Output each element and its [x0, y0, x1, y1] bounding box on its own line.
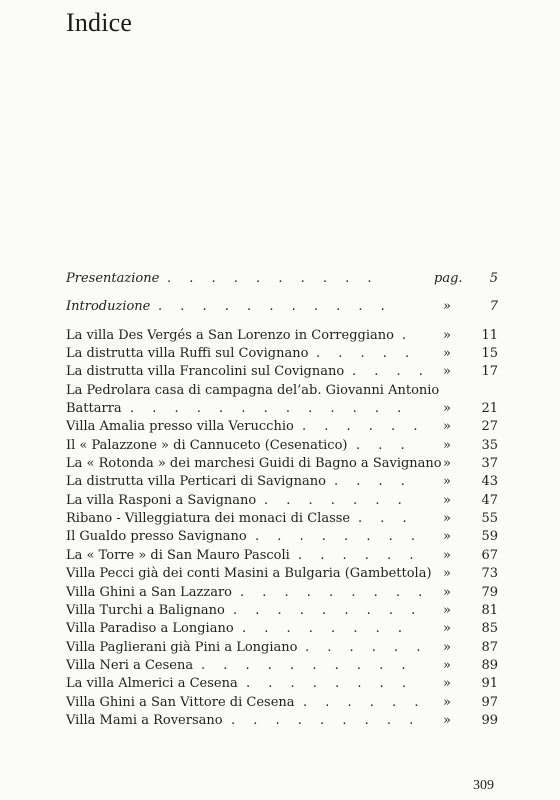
toc-entry [66, 363, 498, 381]
toc-page-number: 99 [481, 712, 498, 728]
toc-page-marker: » [443, 456, 451, 472]
toc-entry-title: Battarra [66, 401, 122, 417]
toc-entry [66, 418, 498, 436]
toc-entry [66, 565, 498, 583]
toc-page-number: 79 [481, 584, 498, 600]
toc-leader-dots: . . . . . . . . [246, 676, 413, 692]
toc-entry-title: La villa Rasponi a Savignano [66, 492, 257, 508]
toc-entry [66, 298, 498, 316]
toc-entry-title: Ribano - Villeggiatura dei monaci di Classe [66, 511, 351, 527]
toc-page-marker: » [443, 694, 451, 710]
toc-entry [66, 400, 498, 418]
toc-entry-title: Villa Paradiso a Longiano [66, 621, 234, 637]
toc-page-marker: » [443, 346, 451, 362]
toc-page-number: 59 [481, 529, 498, 545]
toc-leader-dots: . . . . . . [298, 547, 421, 563]
toc-entry [66, 602, 498, 620]
toc-leader-dots: . . . . [352, 364, 430, 380]
toc-leader-dots: . . . . . . . . . [231, 712, 421, 728]
toc-page-marker: » [443, 676, 451, 692]
toc-leader-dots: . . . . [334, 474, 412, 490]
toc-leader-dots: . . . . . . . . . . . . . [130, 401, 409, 417]
page-title: Indice [66, 8, 133, 37]
toc-entry-title: Villa Paglierani già Pini a Longiano [66, 639, 298, 655]
toc-page-number: 47 [481, 492, 498, 508]
toc-leader-dots: . . . [356, 437, 412, 453]
toc-entry [66, 473, 498, 491]
toc-entry [66, 547, 498, 565]
toc-page-marker: » [443, 657, 451, 673]
toc-entry [66, 639, 498, 657]
toc-page-number: 67 [481, 547, 498, 563]
toc-leader-dots: . [402, 327, 414, 343]
toc-entry-title: Villa Ghini a San Lazzaro [66, 584, 233, 600]
toc-leader-dots: . . . . . . . . [255, 529, 422, 545]
toc-entry-title: Villa Amalia presso villa Verucchio [66, 419, 294, 435]
toc-page-number: 81 [481, 602, 498, 618]
toc-entry [66, 492, 498, 510]
toc-entry [66, 675, 498, 693]
toc-entry [66, 528, 498, 546]
toc-entry [66, 455, 498, 473]
toc-page-number: 87 [481, 639, 498, 655]
toc-page-number: 35 [481, 437, 498, 453]
toc-entry-title: Presentazione [66, 271, 160, 286]
toc-entry-title: Introduzione [66, 299, 151, 315]
toc-page-marker: » [443, 364, 451, 380]
toc-entry-title: Villa Neri a Cesena [66, 657, 194, 673]
toc-entry-title: La distrutta villa Francolini sul Covignano [66, 364, 345, 380]
toc-leader-dots: . . . . . . . . . [240, 584, 430, 600]
toc-entry-title: Il « Palazzone » di Cannuceto (Cesenatico) [66, 437, 348, 453]
toc-page-number: 73 [481, 566, 498, 582]
toc-entry [66, 510, 498, 528]
toc-page-number: 37 [481, 456, 498, 472]
toc-page-marker: » [443, 584, 451, 600]
toc-page-marker: » [443, 712, 451, 728]
toc-page-marker: » [443, 602, 451, 618]
toc-entry-title: La distrutta villa Perticari di Savignano [66, 474, 326, 490]
toc-page-number: 5 [489, 271, 498, 286]
toc-page-number: 17 [481, 364, 498, 380]
toc-page-number: 55 [481, 511, 498, 527]
toc-entry-title: Villa Ghini a San Vittore di Cesena [66, 694, 295, 710]
toc-entry [66, 327, 498, 345]
toc-entry [66, 382, 498, 400]
page-number: 309 [473, 778, 494, 793]
toc-page-marker: » [443, 529, 451, 545]
toc-page-marker: » [443, 299, 451, 315]
toc-page-marker: » [443, 639, 451, 655]
toc-page-marker: » [443, 437, 451, 453]
toc-page-marker: pag. [434, 271, 463, 286]
toc-page-marker: » [443, 547, 451, 563]
toc-leader-dots: . . . . . . [302, 419, 425, 435]
toc-entry-title: Il Gualdo presso Savignano [66, 529, 247, 545]
toc-entry-title: La « Rotonda » dei marchesi Guidi di Bagno a Savignano [66, 456, 442, 472]
toc-page-marker: » [443, 492, 451, 508]
toc-entry [66, 694, 498, 712]
toc-page-marker: » [443, 621, 451, 637]
toc-entry-title: Villa Mami a Roversano [66, 712, 223, 728]
toc-page-number: 11 [481, 327, 498, 343]
toc-leader-dots: . . . . . . . . [242, 621, 409, 637]
toc-page-number: 43 [481, 474, 498, 490]
toc-entry [66, 345, 498, 363]
toc-page-number: 97 [481, 694, 498, 710]
toc-page-marker: » [443, 419, 451, 435]
toc-page-marker: » [443, 401, 451, 417]
toc-page-number: 91 [481, 676, 498, 692]
toc-leader-dots: . . . [358, 511, 414, 527]
toc-page-marker: » [443, 327, 451, 343]
toc-page-number: 21 [481, 401, 498, 417]
toc-entry [66, 437, 498, 455]
toc-leader-dots: . . . . . [316, 346, 417, 362]
toc-entry-title: La « Torre » di San Mauro Pascoli [66, 547, 290, 563]
toc-page-number: 85 [481, 621, 498, 637]
toc-leader-dots: . . . . . . . . . . [167, 271, 379, 286]
toc-entry [66, 270, 498, 288]
toc-leader-dots: . . . . . . [303, 694, 426, 710]
toc-page-marker: » [443, 566, 451, 582]
toc-page-marker: » [443, 511, 451, 527]
toc-entry [66, 584, 498, 602]
toc-entry-title: La villa Des Vergés a San Lorenzo in Correggiano [66, 327, 394, 343]
toc-leader-dots: . . . . . . . . . [233, 602, 423, 618]
toc-leader-dots: . . . . . . [305, 639, 428, 655]
toc-entry [66, 620, 498, 638]
toc-page-number: 89 [481, 657, 498, 673]
toc-page-number: 7 [489, 299, 498, 315]
toc-entry-title: La distrutta villa Ruffi sul Covignano [66, 346, 309, 362]
toc-entry-title: Villa Turchi a Balignano [66, 602, 225, 618]
toc-page-marker: » [443, 474, 451, 490]
toc-leader-dots: . . . . . . . . . . . [158, 299, 392, 315]
toc-leader-dots: . . . . . . . . . . [201, 657, 413, 673]
toc-leader-dots: . . . . . . . [264, 492, 409, 508]
toc-entry-title: La Pedrolara casa di campagna del’ab. Giovanni Antonio [66, 382, 440, 398]
toc-entry [66, 657, 498, 675]
table-of-contents [66, 270, 498, 730]
toc-entry-title: Villa Pecci già dei conti Masini a Bulgaria (Gambettola) [66, 566, 432, 582]
toc-page-number: 27 [481, 419, 498, 435]
toc-entry-title: La villa Almerici a Cesena [66, 676, 238, 692]
toc-entry [66, 712, 498, 730]
toc-page-number: 15 [481, 346, 498, 362]
